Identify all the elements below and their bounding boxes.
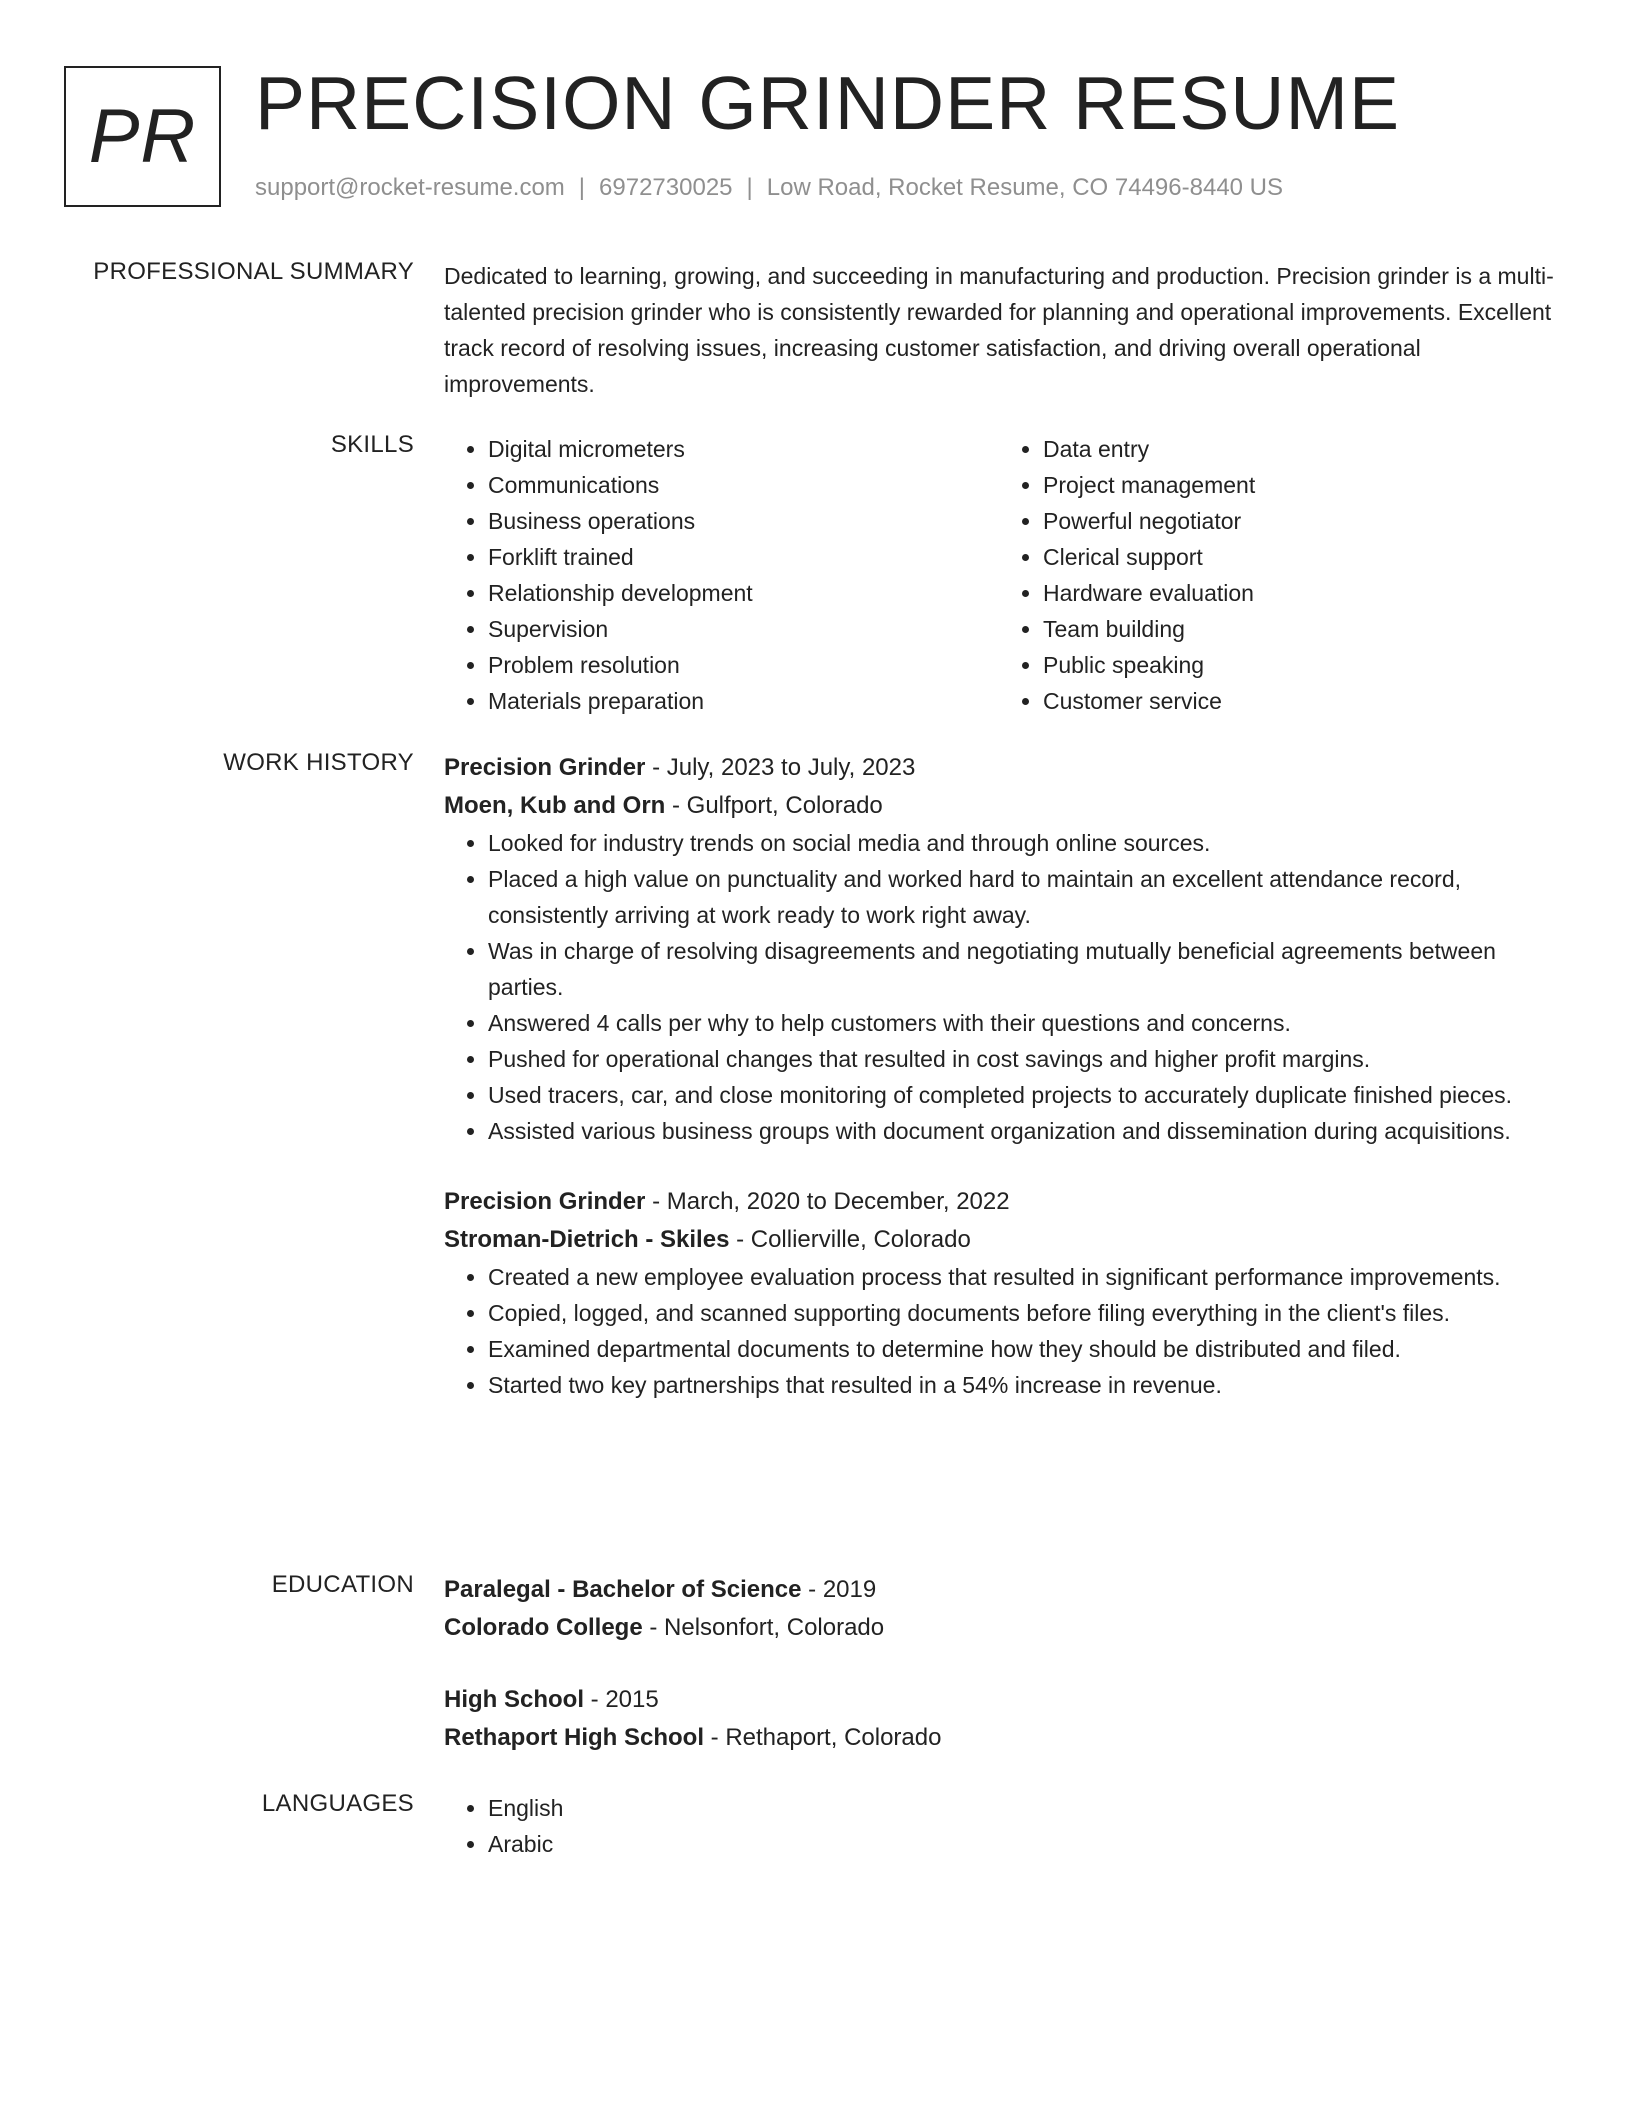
education-entry [444,1571,1554,1647]
job-dates: - March, 2020 to December, 2022 [645,1188,1010,1215]
education-degree-line [444,1681,1554,1719]
education-entry [444,1681,1554,1757]
skill-item: • Hardware evaluation [1043,575,1554,611]
job-entry [444,749,1554,1149]
section-title-languages: LANGUAGES [261,1790,414,1817]
contact-email[interactable]: support@rocket-resume.com [255,174,565,201]
education-school-line [444,1609,1554,1647]
skill-item: • Supervision [488,611,999,647]
summary-body [444,258,1554,402]
job-company-line [444,1221,1554,1259]
education-school: Colorado College [444,1614,643,1641]
job-duty: • Was in charge of resolving disagreements and negotiating mutually beneficial agreements between parties. [488,933,1554,1005]
education-school-line [444,1719,1554,1757]
job-duty: • Copied, logged, and scanned supporting documents before filing everything in the client's files. [488,1295,1554,1331]
job-duty: • Placed a high value on punctuality and worked hard to maintain an excellent attendance record, consistently arriving at work ready to work right away. [488,861,1554,933]
job-company-line [444,787,1554,825]
job-dates: - July, 2023 to July, 2023 [645,754,916,781]
education-degree-line [444,1571,1554,1609]
skill-item: • Powerful negotiator [1043,503,1554,539]
job-duties-list [444,1259,1554,1403]
contact-phone[interactable]: 6972730025 [599,174,733,201]
skill-item: • Customer service [1043,683,1554,719]
skill-item: • Relationship development [488,575,999,611]
skill-item: • Problem resolution [488,647,999,683]
education-location: - Rethaport, Colorado [704,1724,942,1751]
education-year: - 2019 [801,1576,877,1603]
contact-line [255,174,1283,202]
skill-item: • Digital micrometers [488,431,999,467]
section-title-work: WORK HISTORY [223,749,414,776]
skills-list-left [444,431,999,719]
education-year: - 2015 [584,1686,659,1713]
job-duty: • Answered 4 calls per why to help customers with their questions and concerns. [488,1005,1554,1041]
job-duty: • Created a new employee evaluation process that resulted in significant performance improvements. [488,1259,1554,1295]
job-location: - Gulfport, Colorado [665,792,883,819]
education-degree: High School [444,1686,584,1713]
job-duty: • Examined departmental documents to determine how they should be distributed and filed. [488,1331,1554,1367]
skill-item: • Materials preparation [488,683,999,719]
contact-address: Low Road, Rocket Resume, CO 74496-8440 US [766,174,1284,201]
skill-item: • Team building [1043,611,1554,647]
job-role-line [444,1183,1554,1221]
job-duty: • Looked for industry trends on social media and through online sources. [488,825,1554,861]
summary-text: Dedicated to learning, growing, and succeeding in manufacturing and production. Precision grinder is a multi-talented precision grinder who is consistently rewarded for planning and operational improvements. Excellent track record of resolving issues, increasing customer satisfaction, and driving overall operational improvements. [444,263,1554,397]
job-duty: • Used tracers, car, and close monitoring of completed projects to accurately duplicate finished pieces. [488,1077,1554,1113]
education-location: - Nelsonfort, Colorado [642,1614,885,1641]
education-degree: Paralegal - Bachelor of Science [444,1576,802,1603]
resume-header [64,61,1564,212]
skill-item: • Clerical support [1043,539,1554,575]
languages-list [444,1790,1554,1862]
job-duty: • Assisted various business groups with document organization and dissemination during acquisitions. [488,1113,1554,1149]
job-duties-list [444,825,1554,1149]
contact-separator: | [746,174,753,201]
resume-title: PRECISION GRINDER RESUME [255,61,1400,145]
contact-separator: | [578,174,586,201]
job-duty: • Started two key partnerships that resulted in a 54% increase in revenue. [488,1367,1554,1403]
language-item: • Arabic [488,1826,1554,1862]
section-title-skills: SKILLS [330,431,414,458]
education-body [444,1571,1554,1791]
skill-item: • Business operations [488,503,999,539]
monogram-badge: PR [64,66,221,207]
job-role: Precision Grinder [444,1188,646,1215]
job-location: - Collierville, Colorado [729,1226,971,1253]
section-title-education: EDUCATION [271,1571,414,1598]
languages-body [444,1790,1554,1862]
skill-item: • Communications [488,467,999,503]
skill-item: • Public speaking [1043,647,1554,683]
language-item: • English [488,1790,1554,1826]
job-company: Moen, Kub and Orn [444,792,666,819]
skill-item: • Forklift trained [488,539,999,575]
job-duty: • Pushed for operational changes that resulted in cost savings and higher profit margins. [488,1041,1554,1077]
skill-item: • Project management [1043,467,1554,503]
skills-columns [444,431,1554,719]
skills-list-right [999,431,1554,719]
job-entry [444,1183,1554,1403]
job-role: Precision Grinder [444,754,646,781]
job-role-line [444,749,1554,787]
section-title-summary: PROFESSIONAL SUMMARY [93,258,414,285]
education-school: Rethaport High School [444,1724,704,1751]
skill-item: • Data entry [1043,431,1554,467]
work-body [444,749,1554,1437]
job-company: Stroman-Dietrich - Skiles [444,1226,730,1253]
